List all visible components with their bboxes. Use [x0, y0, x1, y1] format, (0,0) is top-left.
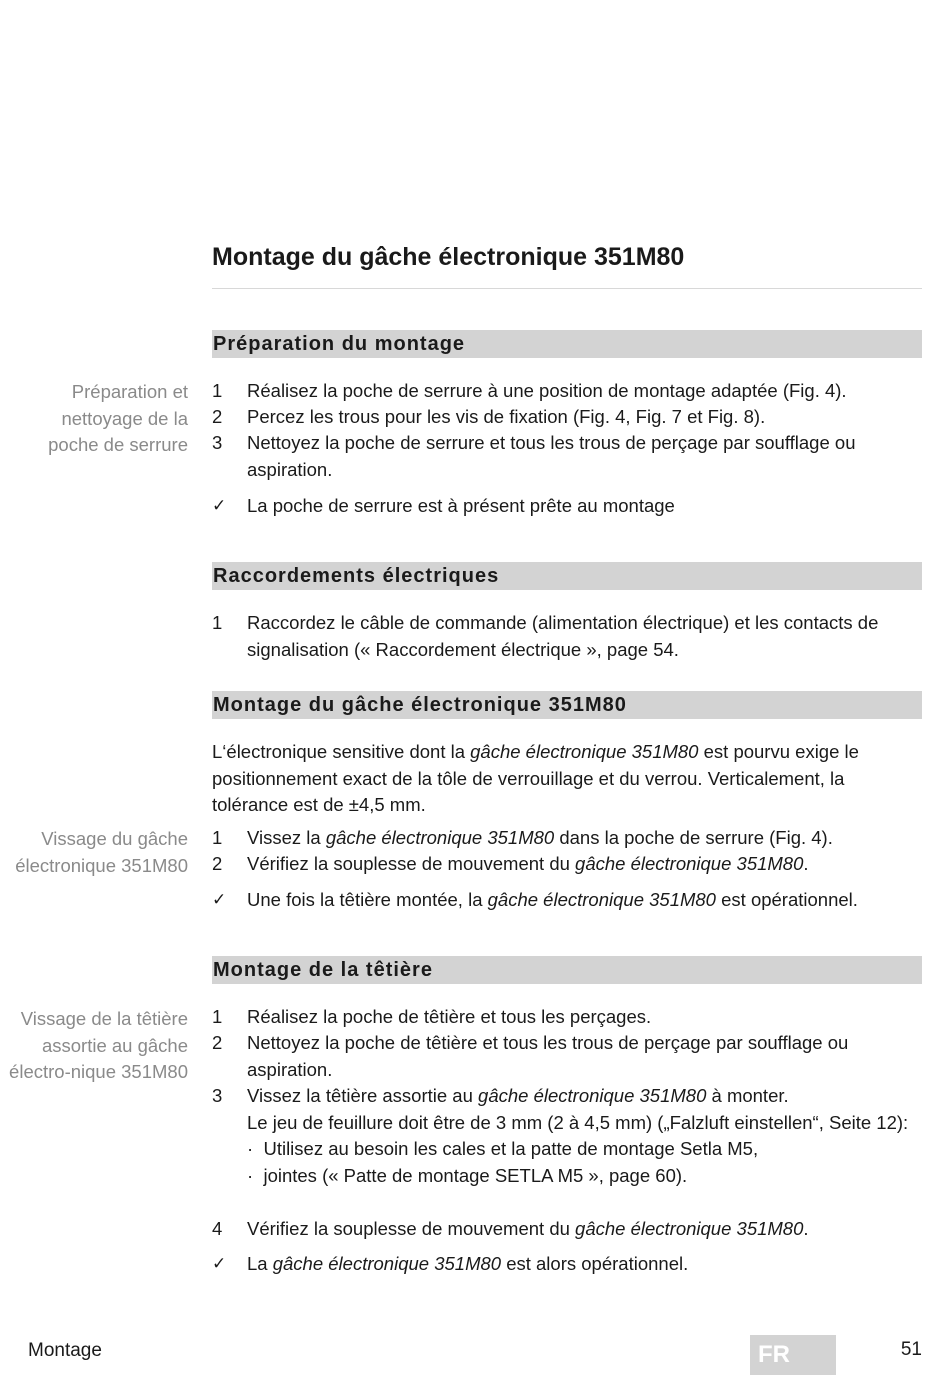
section-heading-mounting: Montage du gâche électronique 351M80 — [212, 691, 922, 719]
step-text: Percez les trous pour les vis de fixation (Fig. 4, Fig. 7 et Fig. 8). — [247, 406, 766, 427]
step-number: 2 — [212, 406, 223, 427]
section-heading-electrical: Raccordements électriques — [212, 562, 922, 590]
step-number: 2 — [212, 1032, 223, 1053]
step-number: 3 — [212, 432, 223, 453]
step-text: Nettoyez la poche de serrure et tous les trous de perçage par soufflage ou aspiration. — [247, 432, 856, 480]
section-heading-preparation: Préparation du montage — [212, 330, 922, 358]
page-title: Montage du gâche électronique 351M80 — [212, 243, 685, 271]
step-number: 1 — [212, 1006, 223, 1027]
step-number: 1 — [212, 380, 223, 401]
checkmark-icon: ✓ — [212, 890, 227, 910]
page-number: 51 — [900, 1339, 922, 1360]
bullet-item: · Utilisez au besoin les cales et la patte de montage Setla M5, — [247, 1138, 759, 1159]
bullet-icon: · — [247, 1164, 254, 1186]
intro-paragraph: L‘électronique sensitive dont la gâche électronique 351M80 est pourvu exige le positionnement exact de la tôle de verrouillage et du verrou. Verticalement, la tolérance est de ±4,5 mm. — [212, 741, 859, 815]
step-text: Vissez la têtière assortie au gâche électronique 351M80 à monter. Le jeu de feuillure doit être de 3 mm (2 à 4,5 mm) („Falzluft einstellen“, Seite 12): · Utilisez au besoin les cales et la patte de montage Setla M5, · jointes (« Patte de montage SETLA M5 », page 60). — [247, 1085, 909, 1186]
result-text: La gâche électronique 351M80 est alors opérationnel. — [247, 1253, 689, 1274]
step-text: Raccordez le câble de commande (alimentation électrique) et les contacts de signalisation (« Raccordement électrique », page 54. — [247, 612, 879, 660]
step-text: Nettoyez la poche de têtière et tous les trous de perçage par soufflage ou aspiration. — [247, 1032, 849, 1080]
checkmark-icon: ✓ — [212, 496, 227, 516]
step-number: 1 — [212, 827, 223, 848]
result-text: La poche de serrure est à présent prête au montage — [247, 495, 675, 516]
step-text: Vissez la gâche électronique 351M80 dans la poche de serrure (Fig. 4). — [247, 827, 833, 848]
step-detail: Le jeu de feuillure doit être de 3 mm (2 à 4,5 mm) („Falzluft einstellen“, Seite 12): — [247, 1111, 909, 1133]
step-text: Vérifiez la souplesse de mouvement du gâche électronique 351M80. — [247, 853, 809, 874]
checkmark-icon: ✓ — [212, 1254, 227, 1274]
margin-note-screwing: Vissage du gâche électronique 351M80 — [15, 828, 188, 876]
language-badge: FR — [750, 1335, 836, 1375]
step-number: 3 — [212, 1085, 223, 1106]
step-text: Réalisez la poche de serrure à une position de montage adaptée (Fig. 4). — [247, 380, 847, 401]
title-divider — [212, 288, 922, 289]
bullet-icon: · — [247, 1138, 254, 1159]
step-number: 2 — [212, 853, 223, 874]
step-text: Vérifiez la souplesse de mouvement du gâche électronique 351M80. — [247, 1218, 809, 1239]
margin-note-faceplate: Vissage de la têtière assortie au gâche électro-nique 351M80 — [9, 1008, 188, 1082]
bullet-item: · jointes (« Patte de montage SETLA M5 », page 60). — [247, 1164, 688, 1186]
section-heading-faceplate: Montage de la têtière — [212, 956, 922, 984]
footer-section-label: Montage — [28, 1340, 102, 1361]
margin-note-preparation: Préparation et nettoyage de la poche de serrure — [48, 381, 188, 455]
result-text: Une fois la têtière montée, la gâche électronique 351M80 est opérationnel. — [247, 889, 858, 910]
step-text: Réalisez la poche de têtière et tous les perçages. — [247, 1006, 652, 1027]
step-number: 4 — [212, 1218, 223, 1239]
product-name: gâche électronique 351M80 — [470, 741, 699, 762]
step-number: 1 — [212, 612, 223, 633]
